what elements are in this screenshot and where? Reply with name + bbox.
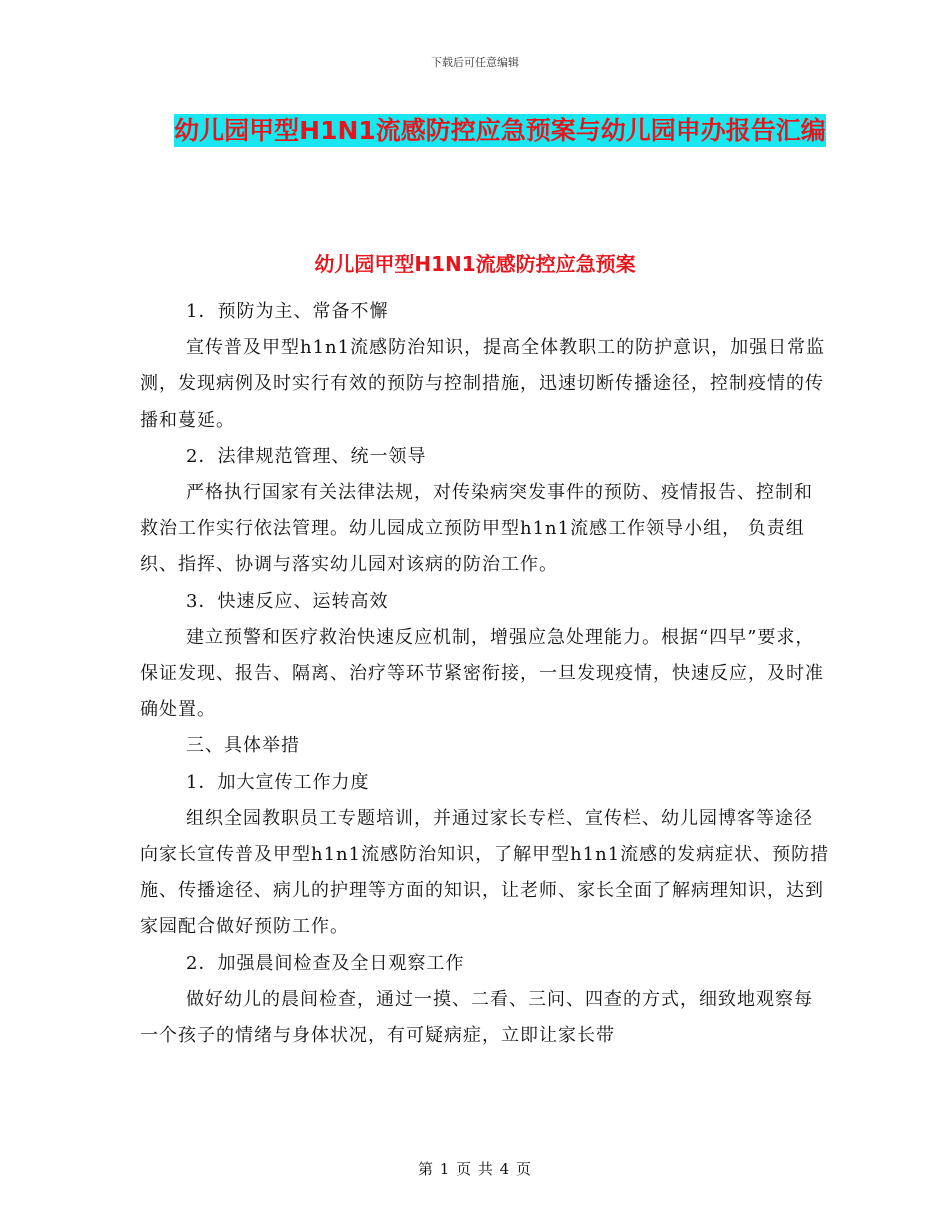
paragraph-4: 组织全园教职员工专题培训，并通过家长专栏、宣传栏、幼儿园博客等途径向家长宣传普及甲型h1n1流感防治知识，了解甲型h1n1流感的发病症状、预防措施、传播途径、病儿的护理等方面的知识，让老师、家长全面了解病理知识，达到家园配合做好预防工作。 (140, 807, 830, 938)
paragraph-5: 做好幼儿的晨间检查，通过一摸、二看、三问、四查的方式，细致地观察每一个孩子的情绪与身体状况，有可疑病症，立即让家长带 (140, 988, 813, 1047)
heading-1: 1．预防为主、常备不懈 (186, 301, 389, 322)
page-number: 第 1 页 共 4 页 (418, 1160, 532, 1178)
document-title-text: 幼儿园甲型H1N1流感防控应急预案与幼儿园申办报告汇编 (174, 116, 826, 145)
heading-3: 3．快速反应、运转高效 (186, 590, 389, 612)
document-body (140, 294, 830, 1054)
section-title: 幼儿园甲型H1N1流感防控应急预案 (314, 252, 636, 276)
heading-4: 1．加大宣传工作力度 (186, 771, 370, 793)
section-heading: 三、具体举措 (186, 735, 300, 757)
heading-5: 2．加强晨间检查及全日观察工作 (186, 952, 465, 974)
heading-2: 2．法律规范管理、统一领导 (186, 445, 427, 467)
paragraph-2: 严格执行国家有关法律法规，对传染病突发事件的预防、疫情报告、控制和救治工作实行依法管理。幼儿园成立预防甲型h1n1流感工作领导小组， 负责组织、指挥、协调与落实幼儿园对该病的防治工作。 (140, 482, 813, 576)
paragraph-3: 建立预警和医疗救治快速反应机制，增强应急处理能力。根据“四早”要求，保证发现、报告、隔离、治疗等环节紧密衔接，一旦发现疫情，快速反应，及时准确处置。 (140, 626, 824, 721)
header-note: 下载后可任意编辑 (431, 56, 519, 69)
paragraph-1: 宣传普及甲型h1n1流感防治知识，提高全体教职工的防护意识，加强日常监测，发现病例及时实行有效的预防与控制措施，迅速切断传播途径，控制疫情的传播和蔓延。 (140, 337, 826, 431)
document-title (120, 108, 880, 153)
